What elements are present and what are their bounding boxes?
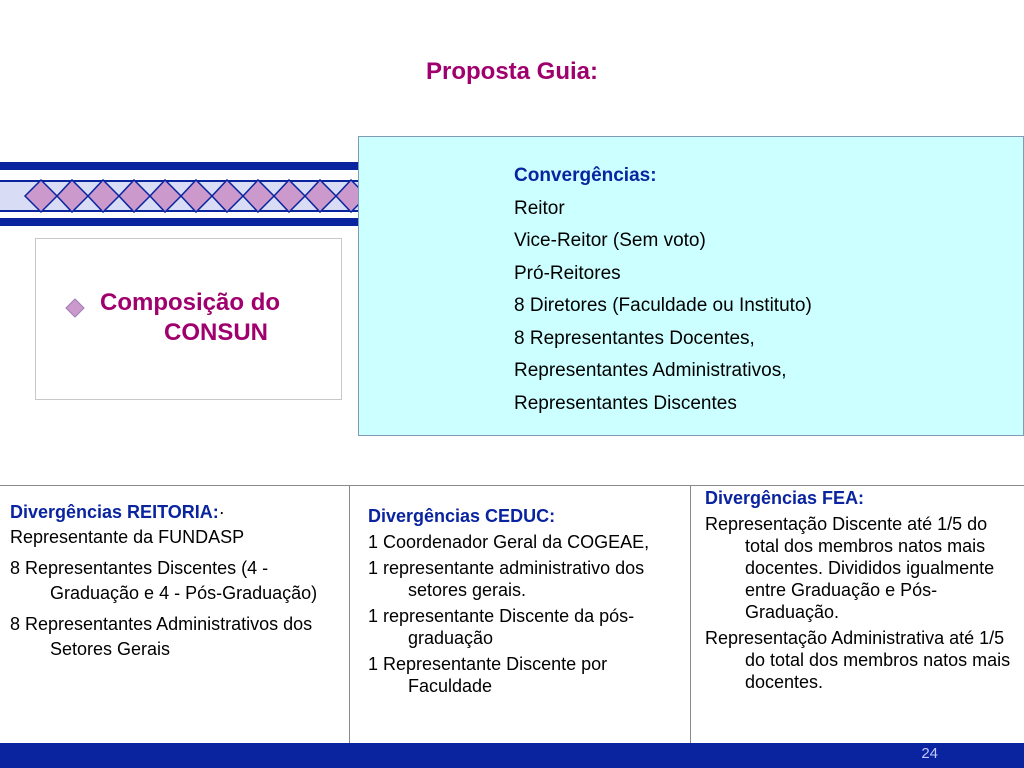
topic-line-1: Composição do (100, 289, 281, 316)
convergencias-item: Representantes Discentes (514, 392, 737, 414)
diamond-bullet-icon (64, 297, 86, 319)
divergencias-fea-item: Representação Administrativa até 1/5 do total dos membros natos mais docentes. (705, 628, 1011, 692)
convergencias-item: Vice-Reitor (Sem voto) (514, 230, 706, 251)
topic-line-2: CONSUN (164, 319, 269, 346)
divergencias-ceduc-item: 1 Representante Discente por Faculdade (368, 654, 608, 696)
divergencias-ceduc-item: 1 representante administrativo dos setores gerais. (368, 558, 645, 600)
divergencias-ceduc-item: 1 Coordenador Geral da COGEAE, (368, 532, 650, 552)
convergencias-item: 8 Representantes Docentes, (514, 327, 755, 349)
convergencias-item: Representantes Administrativos, (514, 360, 787, 381)
diamond-chain-icon (0, 178, 360, 214)
divergencias-reitoria-heading: Divergências REITORIA:· (10, 502, 225, 522)
slide-title: Proposta Guia: (425, 58, 599, 85)
divergencias-fea-heading: Divergências FEA: (705, 488, 865, 508)
divergencias-ceduc-column (350, 486, 691, 744)
convergencias-heading: Convergências: (514, 165, 657, 186)
convergencias-item: Pró-Reitores (514, 262, 621, 284)
divergencias-reitoria-column (0, 486, 350, 744)
convergencias-list (514, 160, 812, 420)
decorative-band-bottom (0, 218, 360, 226)
topic-card-text (100, 288, 330, 348)
divergencias-reitoria-item: 8 Representantes Discentes (4 - Graduação e 4 - Pós-Graduação) (10, 558, 318, 603)
divergencias-fea-item: Representação Discente até 1/5 do total dos membros natos mais docentes. Divididos igualmente entre Graduação e Pós-Graduação. (705, 514, 995, 622)
convergencias-item: 8 Diretores (Faculdade ou Instituto) (514, 295, 812, 316)
divergencias-table (0, 485, 1024, 744)
divergencias-reitoria-item: Representante da FUNDASP (10, 527, 245, 547)
divergencias-ceduc-heading: Divergências CEDUC: (368, 506, 556, 526)
decorative-band-top (0, 162, 360, 170)
divergencias-reitoria-item: 8 Representantes Administrativos dos Setores Gerais (10, 614, 313, 659)
divergencias-ceduc-item: 1 representante Discente da pós-graduação (368, 606, 635, 648)
page-number: 24 (921, 745, 938, 762)
footer-bar (0, 743, 1024, 768)
divergencias-fea-column (691, 486, 1024, 744)
convergencias-item: Reitor (514, 197, 565, 219)
